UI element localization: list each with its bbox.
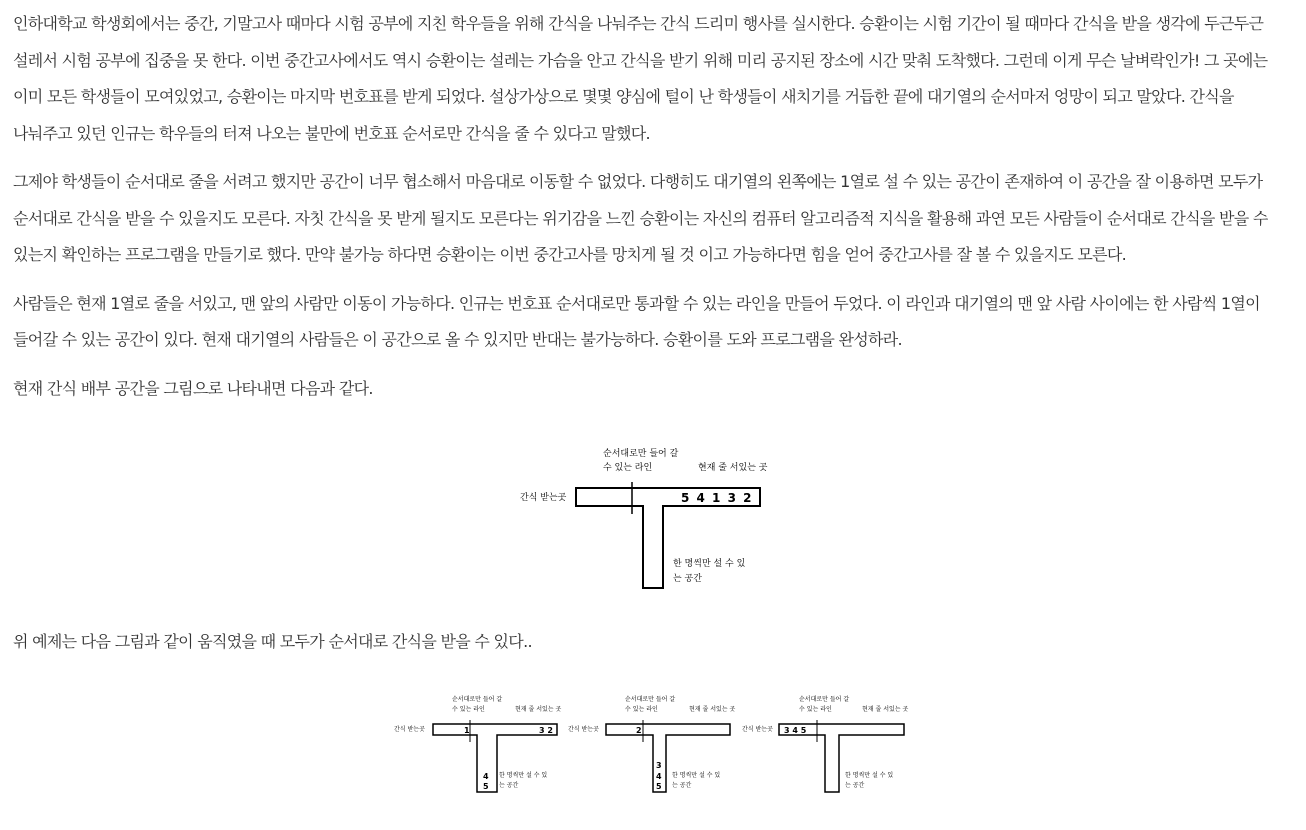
step-2-stack-a: 3 [656,761,662,770]
step-1-stack-b: 5 [483,782,489,791]
paragraph-5: 위 예제는 다음 그림과 같이 움직였을 때 모두가 순서대로 간식을 받을 수 있다.. [13,632,532,651]
step-2-label-space-1: 한 명씩만 설 수 있 [672,772,721,779]
step-3-left: 3 4 5 [784,726,807,735]
main-queue-numbers: 5 4 1 3 2 [681,491,753,505]
main-label-space-1: 한 명씩만 설 수 있 [673,559,746,569]
step-1-label-queue: 현재 줄 서있는 곳 [515,706,562,713]
step-3-label-receive: 간식 받는곳 [742,726,773,733]
paragraph-4: 현재 간식 배부 공간을 그림으로 나타내면 다음과 같다. [13,378,373,398]
step-1-left: 1 [464,726,470,735]
main-label-space-2: 는 공간 [673,574,702,584]
paragraph-1: 인하대학교 학생회에서는 중간, 기말고사 때마다 시험 공부에 지친 학우들을 위해 간식을 나눠주는 간식 드리미 행사를 실시한다. 승환이는 시험 기간이 될 때마다 간식을 받을 생각에 두근두근 설레서 시험 공부에 집중을 못 한다. 이번 중간고사에서도 역시 승환이는 설레는 가슴을 안고 간식을 받기 위해 미리 공지된 장소에 시간 맞춰 도착했다. 그런데 이게 무슨 날벼락인가! 그 곳에는 이미 모든 학생들이 모여있었고, 승환이는 마지막 번호표를 받게 되었다. 설상가상으로 몇몇 양심에 털이 난 학생들이 새치기를 거듭한 끝에 대기열의 순서마저 엉망이 되고 말았다. 간식을 나눠주고 있던 인규는 학우들의 터져 나오는 불만에 번호표 순서로만 간식을 줄 수 있다고 말했다. [13,14,1268,143]
step-1-label-space-2: 는 공간 [499,782,519,789]
step-2-label-receive: 간식 받는곳 [568,726,599,733]
step-2-stack-c: 5 [656,782,662,791]
step-1-label-space-1: 한 명씩만 설 수 있 [499,772,548,779]
step-figure-1 [394,695,561,792]
paragraph-3: 사람들은 현재 1열로 줄을 서있고, 맨 앞의 사람만 이동이 가능하다. 인규는 번호표 순서대로만 통과할 수 있는 라인을 만들어 두었다. 이 라인과 대기열의 맨 앞 사람 사이에는 한 사람씩 1열이 들어갈 수 있는 공간이 있다. 현재 대기열의 사람들은 이 공간으로 올 수 있지만 반대는 불가능하다. 승환이를 도와 프로그램을 완성하라. [13,293,1260,349]
step-2-label-queue: 현재 줄 서있는 곳 [689,706,736,713]
step-1-label-line-2: 수 있는 라인 [452,706,485,713]
main-label-line-1: 순서대로만 들어 갈 [603,449,679,459]
step-2-label-line-2: 수 있는 라인 [625,706,658,713]
step-3-label-space-1: 한 명씩만 설 수 있 [845,772,894,779]
step-1-stack-a: 4 [483,772,489,781]
problem-description [0,0,1306,407]
main-label-line-2: 수 있는 라인 [603,463,653,473]
step-1-label-line-1: 순서대로만 들어 갈 [452,696,503,703]
main-label-receive: 간식 받는곳 [520,493,567,503]
step-3-label-space-2: 는 공간 [845,782,865,789]
step-2-label-line-1: 순서대로만 들어 갈 [625,696,676,703]
step-2-left: 2 [636,726,642,735]
step-3-label-line-1: 순서대로만 들어 갈 [799,696,850,703]
step-2-label-space-2: 는 공간 [672,782,692,789]
step-figure-3 [742,695,908,792]
step-2-stack-b: 4 [656,772,662,781]
main-label-queue: 현재 줄 서있는 곳 [698,463,768,473]
step-1-label-receive: 간식 받는곳 [394,726,425,733]
main-t-shape [576,488,760,588]
paragraph-2: 그제야 학생들이 순서대로 줄을 서려고 했지만 공간이 너무 협소해서 마음대로 이동할 수 없었다. 다행히도 대기열의 왼쪽에는 1열로 설 수 있는 공간이 존재하여 이 공간을 잘 이용하면 모두가 순서대로 간식을 받을 수 있을지도 모른다. 자칫 간식을 못 받게 될지도 모른다는 위기감을 느낀 승환이는 자신의 컴퓨터 알고리즘적 지식을 활용해 과연 모든 사람들이 순서대로 간식을 받을 수 있는지 확인하는 프로그램을 만들기로 했다. 만약 불가능 하다면 승환이는 이번 중간고사를 망치게 될 것 이고 가능하다면 힘을 얻어 중간고사를 잘 볼 수 있을지도 모른다. [13,172,1268,264]
step-1-right: 3 2 [539,726,553,735]
step-figure-2 [568,695,735,792]
step-3-label-line-2: 수 있는 라인 [799,706,832,713]
step-3-label-queue: 현재 줄 서있는 곳 [862,706,909,713]
